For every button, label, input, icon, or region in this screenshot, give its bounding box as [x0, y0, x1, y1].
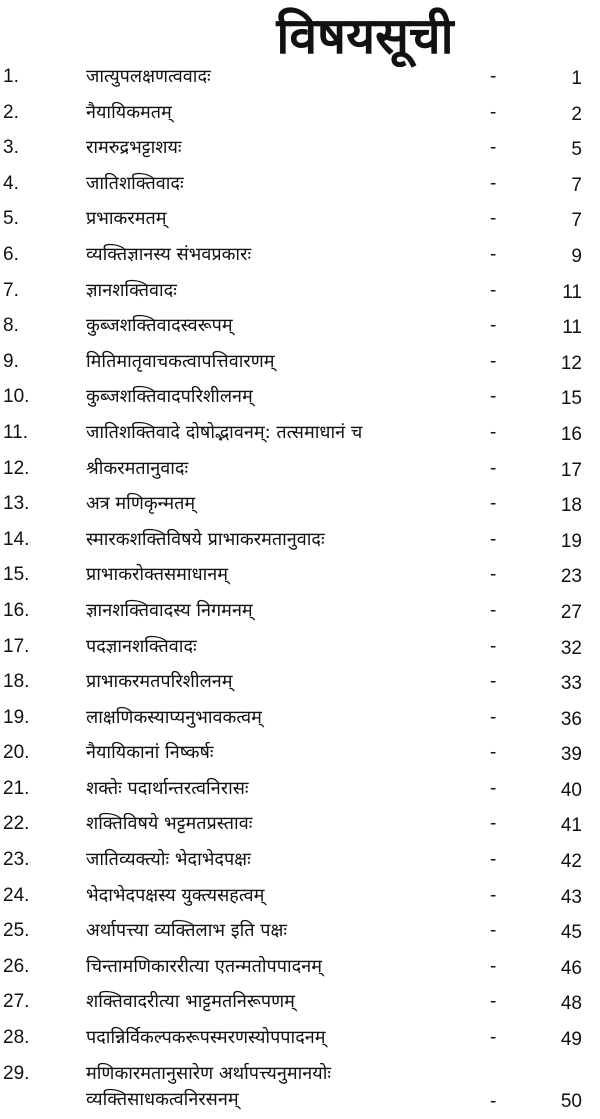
entry-number: 7. — [3, 279, 19, 301]
entry-separator: - — [490, 564, 497, 586]
entry-title — [86, 776, 461, 802]
entry-title-line: कुब्जशक्तिवादपरिशीलनम् — [86, 386, 253, 408]
entry-page-number: 15 — [560, 388, 582, 410]
entry-title — [86, 598, 461, 624]
entry-separator: - — [490, 671, 497, 693]
toc-entry — [0, 382, 600, 418]
entry-number: 15. — [3, 564, 30, 586]
toc-entry — [0, 667, 600, 703]
entry-title — [86, 954, 461, 980]
entry-title-line: प्राभाकरमतपरिशीलनम् — [86, 671, 233, 693]
toc-entry — [0, 916, 600, 952]
entry-separator: - — [490, 635, 497, 657]
toc-entry — [0, 454, 600, 490]
entry-title-line: नैयायिकमतम् — [86, 101, 172, 123]
entry-separator: - — [490, 777, 497, 799]
entry-page-number: 43 — [560, 886, 582, 908]
toc-entry — [0, 809, 600, 845]
entry-separator: - — [490, 421, 497, 443]
entry-title — [86, 242, 461, 268]
entry-page-number: 18 — [560, 495, 582, 517]
entry-title — [86, 740, 461, 766]
entry-separator: - — [490, 315, 497, 337]
entry-title — [86, 206, 461, 232]
entry-title-line: भेदाभेदपक्षस्य युक्त्यसहत्वम् — [86, 884, 265, 906]
entry-title — [86, 811, 461, 837]
entry-page-number: 7 — [571, 210, 582, 232]
entry-page-number: 2 — [571, 103, 582, 125]
entry-page-number: 7 — [571, 174, 582, 196]
entry-separator: - — [490, 137, 497, 159]
entry-page-number: 49 — [560, 1029, 582, 1051]
entry-title — [86, 1061, 461, 1113]
toc-entry — [0, 703, 600, 739]
entry-title-line: प्राभाकरोक्तसमाधानम् — [86, 564, 229, 586]
entry-title-line: प्रभाकरमतम् — [86, 208, 167, 230]
entry-title-line: जातिशक्तिवादे दोषोद्भावनम्: तत्समाधानं च — [86, 421, 363, 443]
toc-entry — [0, 1059, 600, 1119]
entry-title — [86, 171, 461, 197]
toc-entry — [0, 774, 600, 810]
entry-title-line: जातिव्यक्त्योः भेदाभेदपक्षः — [86, 849, 251, 871]
entry-separator: - — [490, 101, 497, 123]
entry-title-line: चिन्तामणिकाररीत्या एतन्मतोपपादनम् — [86, 955, 322, 977]
entry-number: 10. — [3, 386, 30, 408]
entry-page-number: 33 — [560, 673, 582, 695]
entry-page-number: 16 — [560, 423, 582, 445]
entry-title-line: कुब्जशक्तिवादस्वरूपम् — [86, 315, 233, 337]
toc-entry — [0, 845, 600, 881]
entry-number: 27. — [3, 991, 30, 1013]
entry-separator: - — [490, 350, 497, 372]
entry-title-line: स्मारकशक्तिविषये प्राभाकरमतानुवादः — [86, 528, 325, 550]
entry-title — [86, 278, 461, 304]
entry-title — [86, 491, 461, 517]
entry-number: 23. — [3, 849, 30, 871]
entry-number: 16. — [3, 599, 30, 621]
entry-number: 4. — [3, 172, 19, 194]
entry-title-line: अर्थापत्त्या व्यक्तिलाभ इति पक्षः — [86, 920, 288, 942]
entry-page-number: 5 — [571, 139, 582, 161]
toc-entry — [0, 881, 600, 917]
entry-number: 26. — [3, 955, 30, 977]
toc-entry — [0, 133, 600, 169]
entry-number: 25. — [3, 920, 30, 942]
toc-entry — [0, 596, 600, 632]
entry-number: 5. — [3, 208, 19, 230]
entry-page-number: 45 — [560, 922, 582, 944]
entry-number: 9. — [3, 350, 19, 372]
toc-entry — [0, 525, 600, 561]
entry-page-number: 32 — [560, 637, 582, 659]
entry-page-number: 46 — [560, 957, 582, 979]
entry-separator: - — [490, 172, 497, 194]
entry-title-line: ज्ञानशक्तिवादः — [86, 279, 177, 301]
page-title: विषयसूची — [276, 7, 454, 65]
entry-title-line: ज्ञानशक्तिवादस्य निगमनम् — [86, 599, 253, 621]
entry-separator: - — [490, 243, 497, 265]
toc-entry — [0, 311, 600, 347]
entry-page-number: 1 — [571, 68, 582, 89]
entry-title-line: मितिमातृवाचकत्वापत्तिवारणम् — [86, 350, 275, 372]
entry-title-line: मणिकारमतानुसारेण अर्थापत्त्यनुमानयोः — [86, 1062, 332, 1084]
toc-entry — [0, 738, 600, 774]
entry-title — [86, 883, 461, 909]
entry-separator: - — [490, 66, 497, 87]
entry-title-line: पदज्ञानशक्तिवादः — [86, 635, 197, 657]
entry-separator: - — [490, 955, 497, 977]
entry-title-line: अत्र मणिकृन्मतम् — [86, 493, 196, 515]
toc-entry — [0, 418, 600, 454]
toc-entry — [0, 489, 600, 525]
entry-number: 20. — [3, 742, 30, 764]
entry-title-line: लाक्षणिकस्याप्यनुभावकत्वम् — [86, 706, 262, 728]
entry-title — [86, 1025, 461, 1051]
entry-number: 2. — [3, 101, 19, 123]
toc-entry — [0, 169, 600, 205]
entry-number: 3. — [3, 137, 19, 159]
entry-page-number: 11 — [562, 317, 582, 339]
entry-separator: - — [490, 208, 497, 230]
entry-separator: - — [490, 1027, 497, 1049]
toc-entry — [0, 952, 600, 988]
entry-title-line: शक्तिवादरीत्या भाट्टमतनिरूपणम् — [86, 991, 295, 1013]
toc-entry — [0, 276, 600, 312]
toc-entry — [0, 347, 600, 383]
entry-separator: - — [490, 742, 497, 764]
entry-page-number: 40 — [560, 779, 582, 801]
entry-title — [86, 420, 461, 446]
entry-page-number: 23 — [560, 566, 582, 588]
entry-title-line: पदान्निर्विकल्पकरूपस्मरणस्योपपादनम् — [86, 1027, 326, 1049]
entry-title — [86, 562, 461, 588]
entry-page-number: 39 — [560, 744, 582, 766]
entry-title — [86, 349, 461, 375]
entry-number: 28. — [3, 1027, 30, 1049]
entry-number: 13. — [3, 493, 30, 515]
entry-separator: - — [490, 849, 497, 871]
entry-title — [86, 456, 461, 482]
entry-title-line: रामरुद्रभट्टाशयः — [86, 137, 182, 159]
entry-number: 1. — [3, 66, 19, 87]
entry-number: 17. — [3, 635, 30, 657]
toc-entry — [0, 987, 600, 1023]
entry-number: 24. — [3, 884, 30, 906]
toc-entry — [0, 98, 600, 134]
entry-title — [86, 705, 461, 731]
entry-separator: - — [490, 991, 497, 1013]
entry-number: 6. — [3, 243, 19, 265]
entry-page-number: 41 — [560, 815, 582, 837]
entry-title-line: शक्तेः पदार्थान्तरत्वनिरासः — [86, 777, 249, 799]
entry-page-number: 50 — [560, 1090, 582, 1112]
entry-number: 14. — [3, 528, 30, 550]
entry-title — [86, 918, 461, 944]
entry-title — [86, 384, 461, 410]
entry-number: 8. — [3, 315, 19, 337]
entry-separator: - — [490, 599, 497, 621]
toc-entry — [0, 62, 600, 98]
entry-separator: - — [490, 1090, 497, 1112]
entry-title-line: शक्तिविषये भट्टमतप्रस्तावः — [86, 813, 253, 835]
entry-title — [86, 847, 461, 873]
entry-page-number: 42 — [560, 851, 582, 873]
entry-separator: - — [490, 493, 497, 515]
toc-entry — [0, 560, 600, 596]
entry-page-number: 48 — [560, 993, 582, 1015]
entry-title-line: जात्युपलक्षणत्ववादः — [86, 66, 211, 87]
entry-separator: - — [490, 457, 497, 479]
entry-page-number: 12 — [560, 352, 582, 374]
entry-title — [86, 634, 461, 660]
entry-title — [86, 64, 461, 90]
entry-title-line: नैयायिकानां निष्कर्षः — [86, 742, 214, 764]
entry-separator: - — [490, 386, 497, 408]
entry-number: 21. — [3, 777, 30, 799]
toc-entry — [0, 632, 600, 668]
entry-separator: - — [490, 813, 497, 835]
entry-title-line-2: व्यक्तिसाधकत्वनिरसनम् — [86, 1088, 239, 1110]
entry-page-number: 11 — [562, 281, 582, 303]
toc-entry — [0, 240, 600, 276]
entry-page-number: 17 — [560, 459, 582, 481]
entry-title-line: जातिशक्तिवादः — [86, 172, 184, 194]
entry-number: 19. — [3, 706, 30, 728]
entry-title — [86, 313, 461, 339]
entry-page-number: 27 — [560, 601, 582, 623]
entry-number: 12. — [3, 457, 30, 479]
entry-title — [86, 669, 461, 695]
entry-page-number: 36 — [560, 708, 582, 730]
entry-number: 29. — [3, 1062, 30, 1084]
entry-title-line: व्यक्तिज्ञानस्य संभवप्रकारः — [86, 243, 252, 265]
entry-page-number: 19 — [560, 530, 582, 552]
toc-entry — [0, 204, 600, 240]
entry-title — [86, 100, 461, 126]
entry-title-line: श्रीकरमतानुवादः — [86, 457, 189, 479]
entry-number: 18. — [3, 671, 30, 693]
entry-number: 22. — [3, 813, 30, 835]
entry-page-number: 9 — [571, 245, 582, 267]
entry-number: 11. — [3, 421, 29, 443]
entry-separator: - — [490, 528, 497, 550]
entry-separator: - — [490, 920, 497, 942]
entry-separator: - — [490, 279, 497, 301]
table-of-contents — [0, 62, 600, 1119]
entry-title — [86, 989, 461, 1015]
entry-title — [86, 527, 461, 553]
toc-entry — [0, 1023, 600, 1059]
entry-title — [86, 135, 461, 161]
entry-separator: - — [490, 884, 497, 906]
entry-separator: - — [490, 706, 497, 728]
